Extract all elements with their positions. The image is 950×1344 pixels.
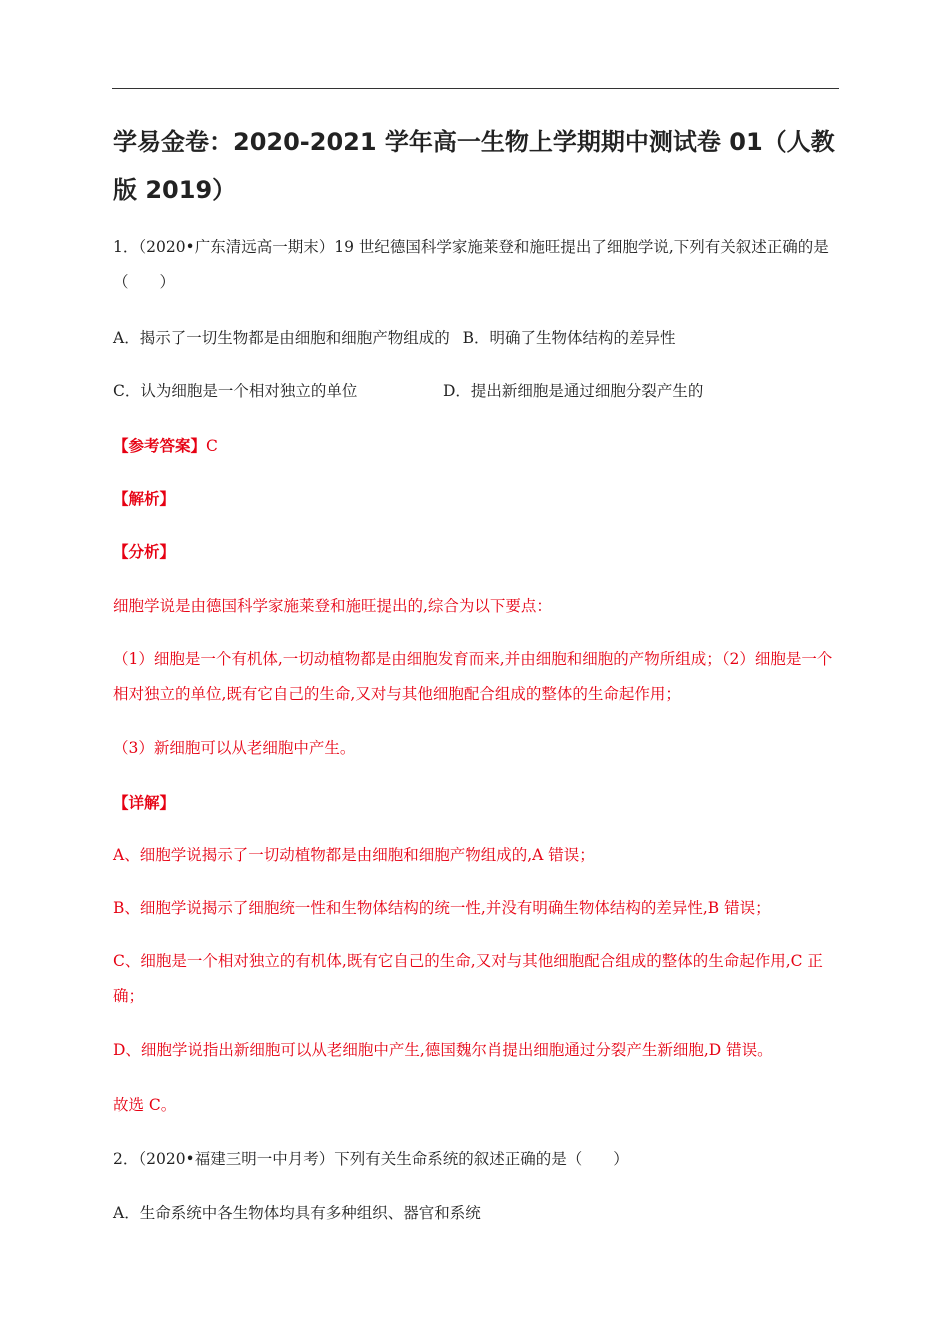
detail-d: D、细胞学说指出新细胞可以从老细胞中产生,德国魏尔肖提出细胞通过分裂产生新细胞,D 错误。 [113,1041,773,1059]
answer-line [113,428,843,464]
option-c: C．认为细胞是一个相对独立的单位 [113,382,358,400]
option-a: A．揭示了一切生物都是由细胞和细胞产物组成的 [113,329,450,347]
xiangjie-heading: 【详解】 [113,793,176,812]
question-2-option-a: A．生命系统中各生物体均具有多种组织、器官和系统 [113,1204,481,1222]
option-b: B．明确了生物体结构的差异性 [462,329,676,347]
detail-b: B、细胞学说揭示了细胞统一性和生物体结构的统一性,并没有明确生物体结构的差异性,B 错误； [113,899,771,917]
question-1-options-cd [113,374,843,409]
answer-tag: 【参考答案】 [113,436,207,455]
conclusion: 故选 C。 [113,1096,177,1114]
question-2-stem: 2．（2020•福建三明一中月考）下列有关生命系统的叙述正确的是（ ） [113,1150,629,1168]
question-1-stem: 1．（2020•广东清远高一期末）19 世纪德国科学家施莱登和施旺提出了细胞学说,下列有关叙述正确的是（ ） [113,238,829,291]
document-title: 学易金卷：2020-2021 学年高一生物上学期期中测试卷 01（人教版 2019） [113,128,835,204]
jiexi-heading: 【解析】 [113,489,176,508]
detail-c: C、细胞是一个相对独立的有机体,既有它自己的生命,又对与其他细胞配合组成的整体的生命起作用,C 正确； [113,952,823,1005]
detail-a: A、细胞学说揭示了一切动植物都是由细胞和细胞产物组成的,A 错误； [113,846,595,864]
analysis-point-3: （3）新细胞可以从老细胞中产生。 [113,739,356,757]
analysis-points-1-2: （1）细胞是一个有机体,一切动植物都是由细胞发育而来,并由细胞和细胞的产物所组成；（2）细胞是一个相对独立的单位,既有它自己的生命,又对与其他细胞配合组成的整体的生命起作用； [113,650,833,703]
option-d: D．提出新细胞是通过细胞分裂产生的 [443,382,704,400]
answer-value: C [206,437,218,455]
fenxi-heading: 【分析】 [113,542,176,561]
question-1-options-ab [113,321,843,356]
header-rule [112,88,839,89]
analysis-intro: 细胞学说是由德国科学家施莱登和施旺提出的,综合为以下要点： [113,597,552,615]
